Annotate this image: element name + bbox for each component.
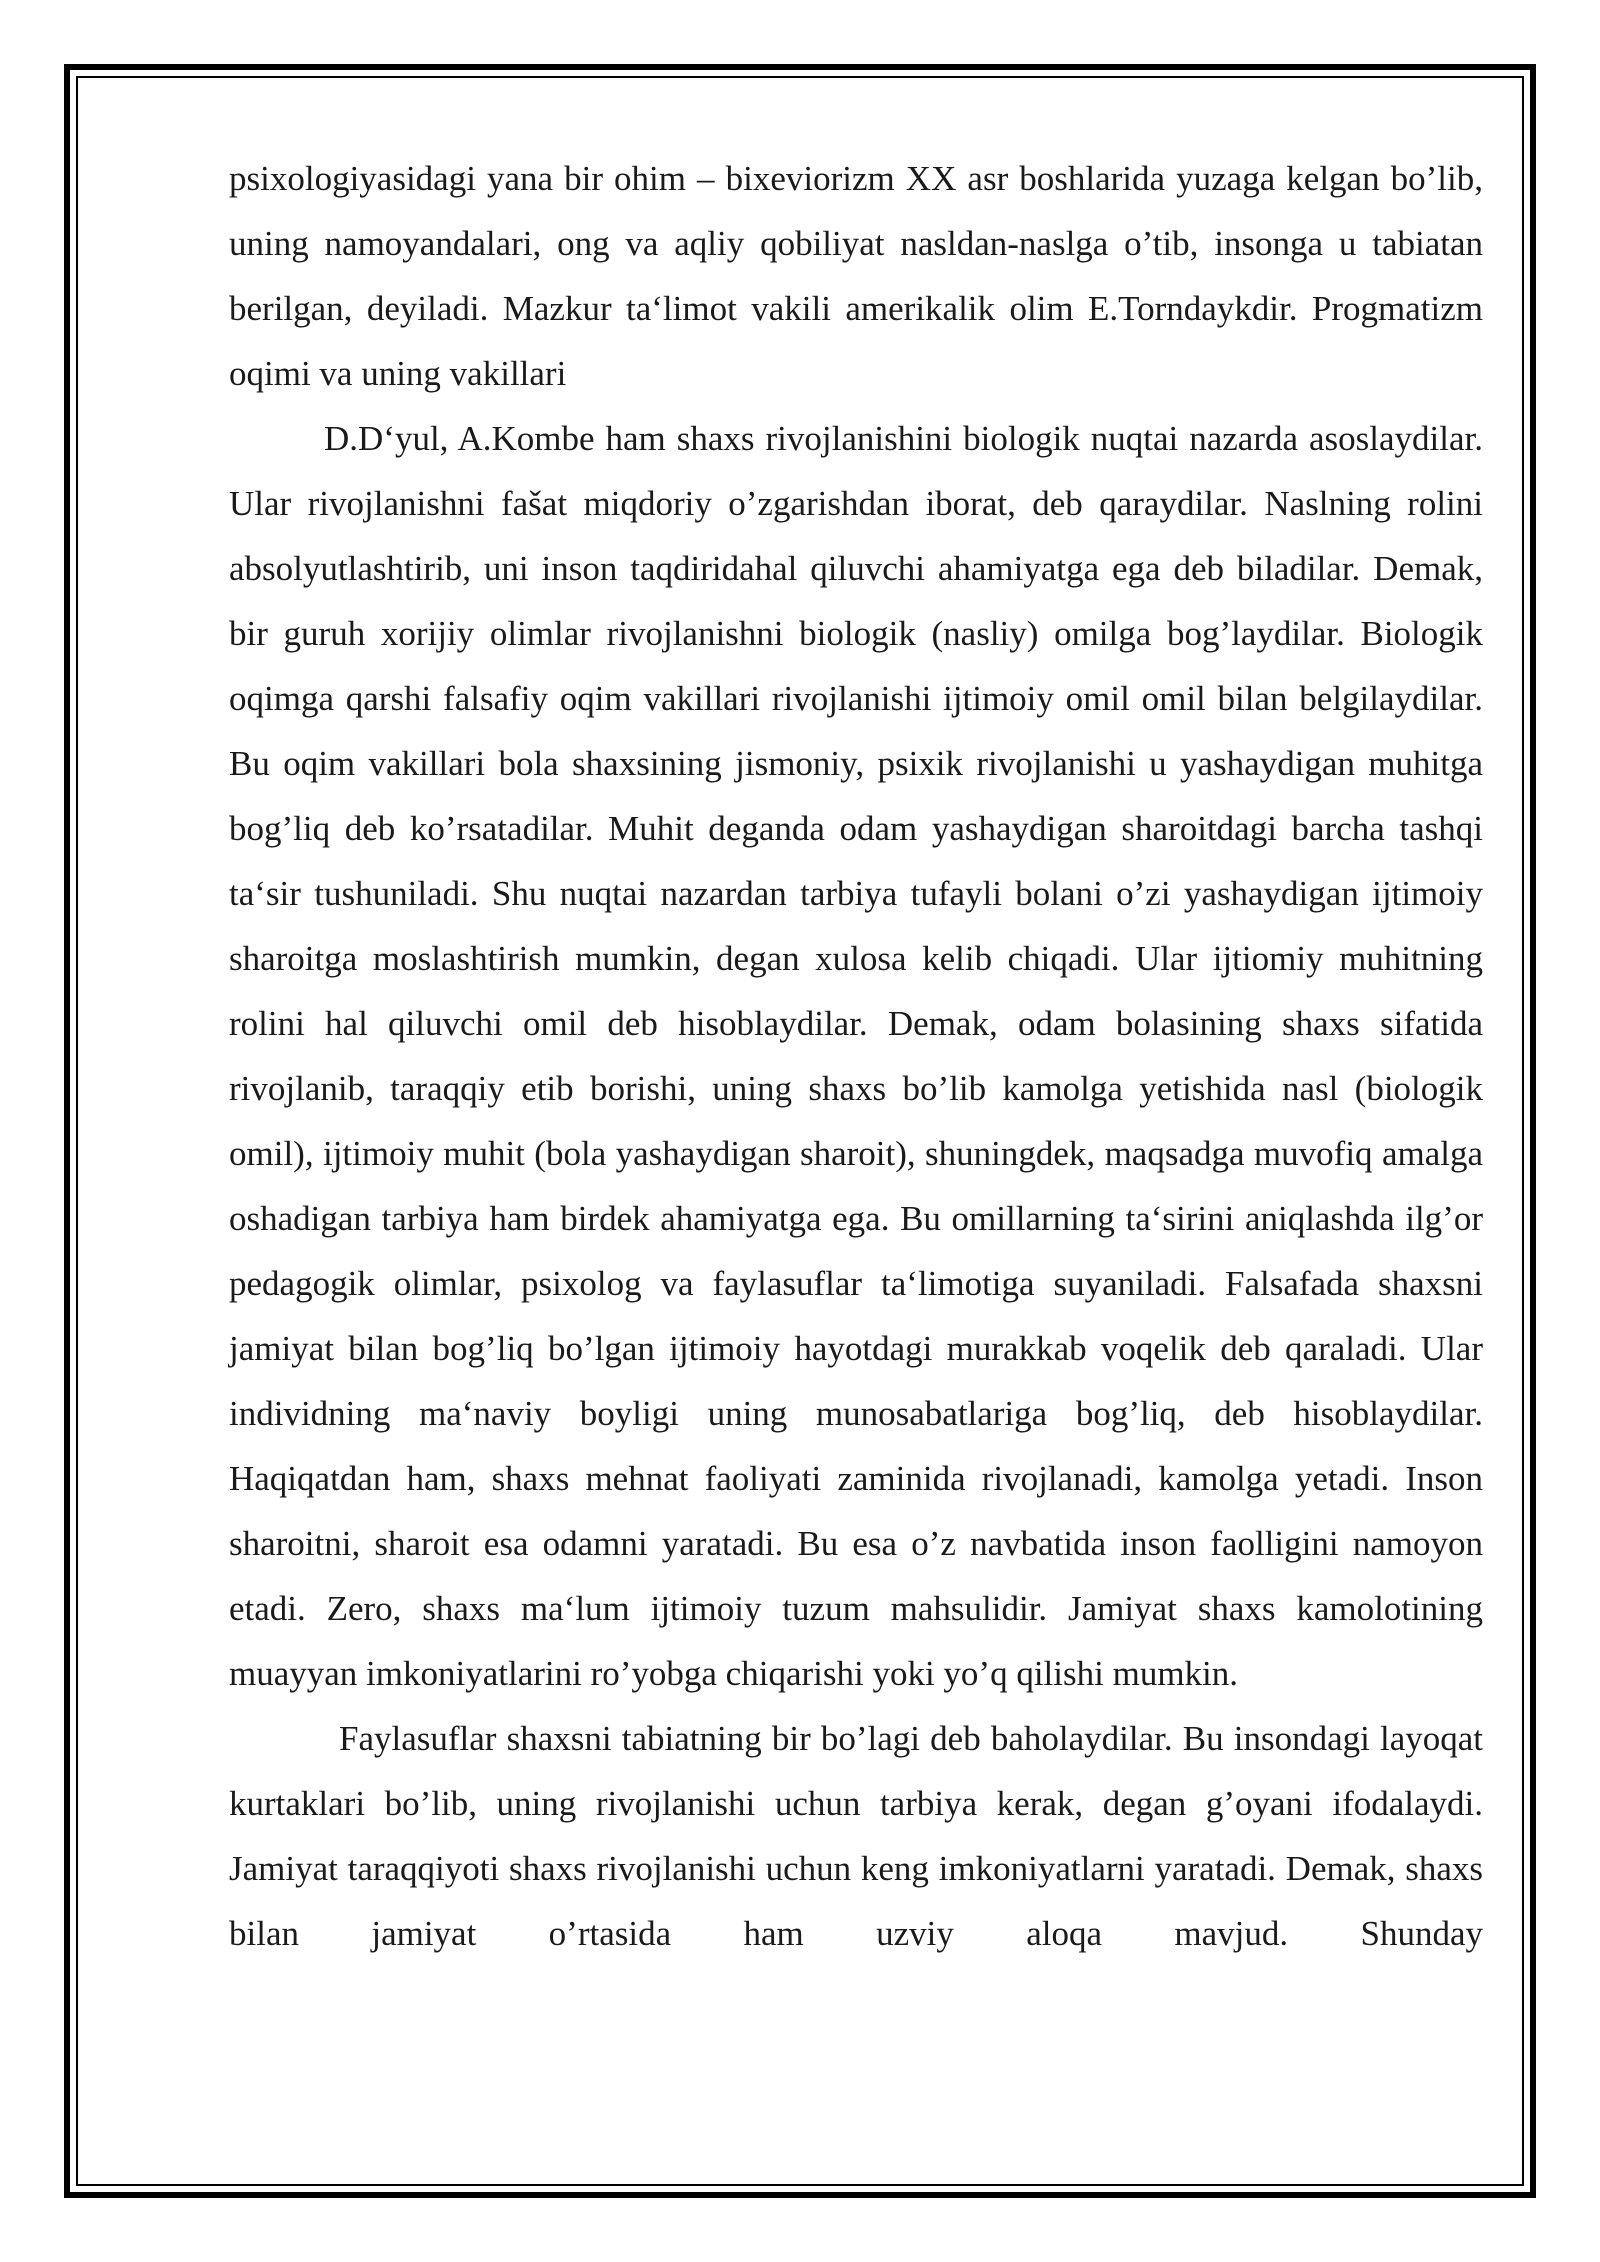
- paragraph-2: D.D‘yul, A.Kombe ham shaxs rivojlanishini biologik nuqtai nazarda asoslaydilar. Ular rivojlanishni fašat miqdoriy o’zgarishdan iborat, deb qaraydilar. Naslning rolini absolyutlashtirib, uni inson taqdiridahal qiluvchi ahamiyatga ega deb biladilar. Demak, bir guruh xorijiy olimlar rivojlanishni biologik (nasliy) omilga bog’laydilar. Biologik oqimga qarshi falsafiy oqim vakillari rivojlanishi ijtimoiy omil omil bilan belgilaydilar. Bu oqim vakillari bola shaxsining jismoniy, psixik rivojlanishi u yashaydigan muhitga bog’liq deb ko’rsatadilar. Muhit deganda odam yashaydigan sharoitdagi barcha tashqi ta‘sir tushuniladi. Shu nuqtai nazardan tarbiya tufayli bolani o’zi yashaydigan ijtimoiy sharoitga moslashtirish mumkin, degan xulosa kelib chiqadi. Ular ijtiomiy muhitning rolini hal qiluvchi omil deb hisoblaydilar. Demak, odam bolasining shaxs sifatida rivojlanib, taraqqiy etib borishi, uning shaxs bo’lib kamolga yetishida nasl (biologik omil), ijtimoiy muhit (bola yashaydigan sharoit), shuningdek, maqsadga muvofiq amalga oshadigan tarbiya ham birdek ahamiyatga ega. Bu omillarning ta‘sirini aniqlashda ilg’or pedagogik olimlar, psixolog va faylasuflar ta‘limotiga suyaniladi. Falsafada shaxsni jamiyat bilan bog’liq bo’lgan ijtimoiy hayotdagi murakkab voqelik deb qaraladi. Ular individning ma‘naviy boyligi uning munosabatlariga bog’liq, deb hisoblaydilar. Haqiqatdan ham, shaxs mehnat faoliyati zaminida rivojlanadi, kamolga yetadi. Inson sharoitni, sharoit esa odamni yaratadi. Bu esa o’z navbatida inson faolligini namoyon etadi. Zero, shaxs ma‘lum ijtimoiy tuzum mahsulidir. Jamiyat shaxs kamolotining muayyan imkoniyatlarini ro’yobga chiqarishi yoki yo’q qilishi mumkin.: [229, 419, 1483, 1693]
- paragraph-3: Faylasuflar shaxsni tabiatning bir bo’lagi deb baholaydilar. Bu insondagi layoqat kurtaklari bo’lib, uning rivojlanishi uchun tarbiya kerak, degan g’oyani ifodalaydi. Jamiyat taraqqiyoti shaxs rivojlanishi uchun keng imkoniyatlarni yaratadi. Demak, shaxs bilan jamiyat o’rtasida ham uzviy aloqa mavjud. Shunday: [229, 1719, 1483, 1953]
- document-body: [229, 146, 1483, 1966]
- paragraph-1: psixologiyasidagi yana bir ohim – bixeviorizm XX asr boshlarida yuzaga kelgan bo’lib, uning namoyandalari, ong va aqliy qobiliyat nasldan-naslga o’tib, insonga u tabiatan berilgan, deyiladi. Mazkur ta‘limot vakili amerikalik olim E.Torndaykdir. Progmatizm oqimi va uning vakillari: [229, 159, 1483, 393]
